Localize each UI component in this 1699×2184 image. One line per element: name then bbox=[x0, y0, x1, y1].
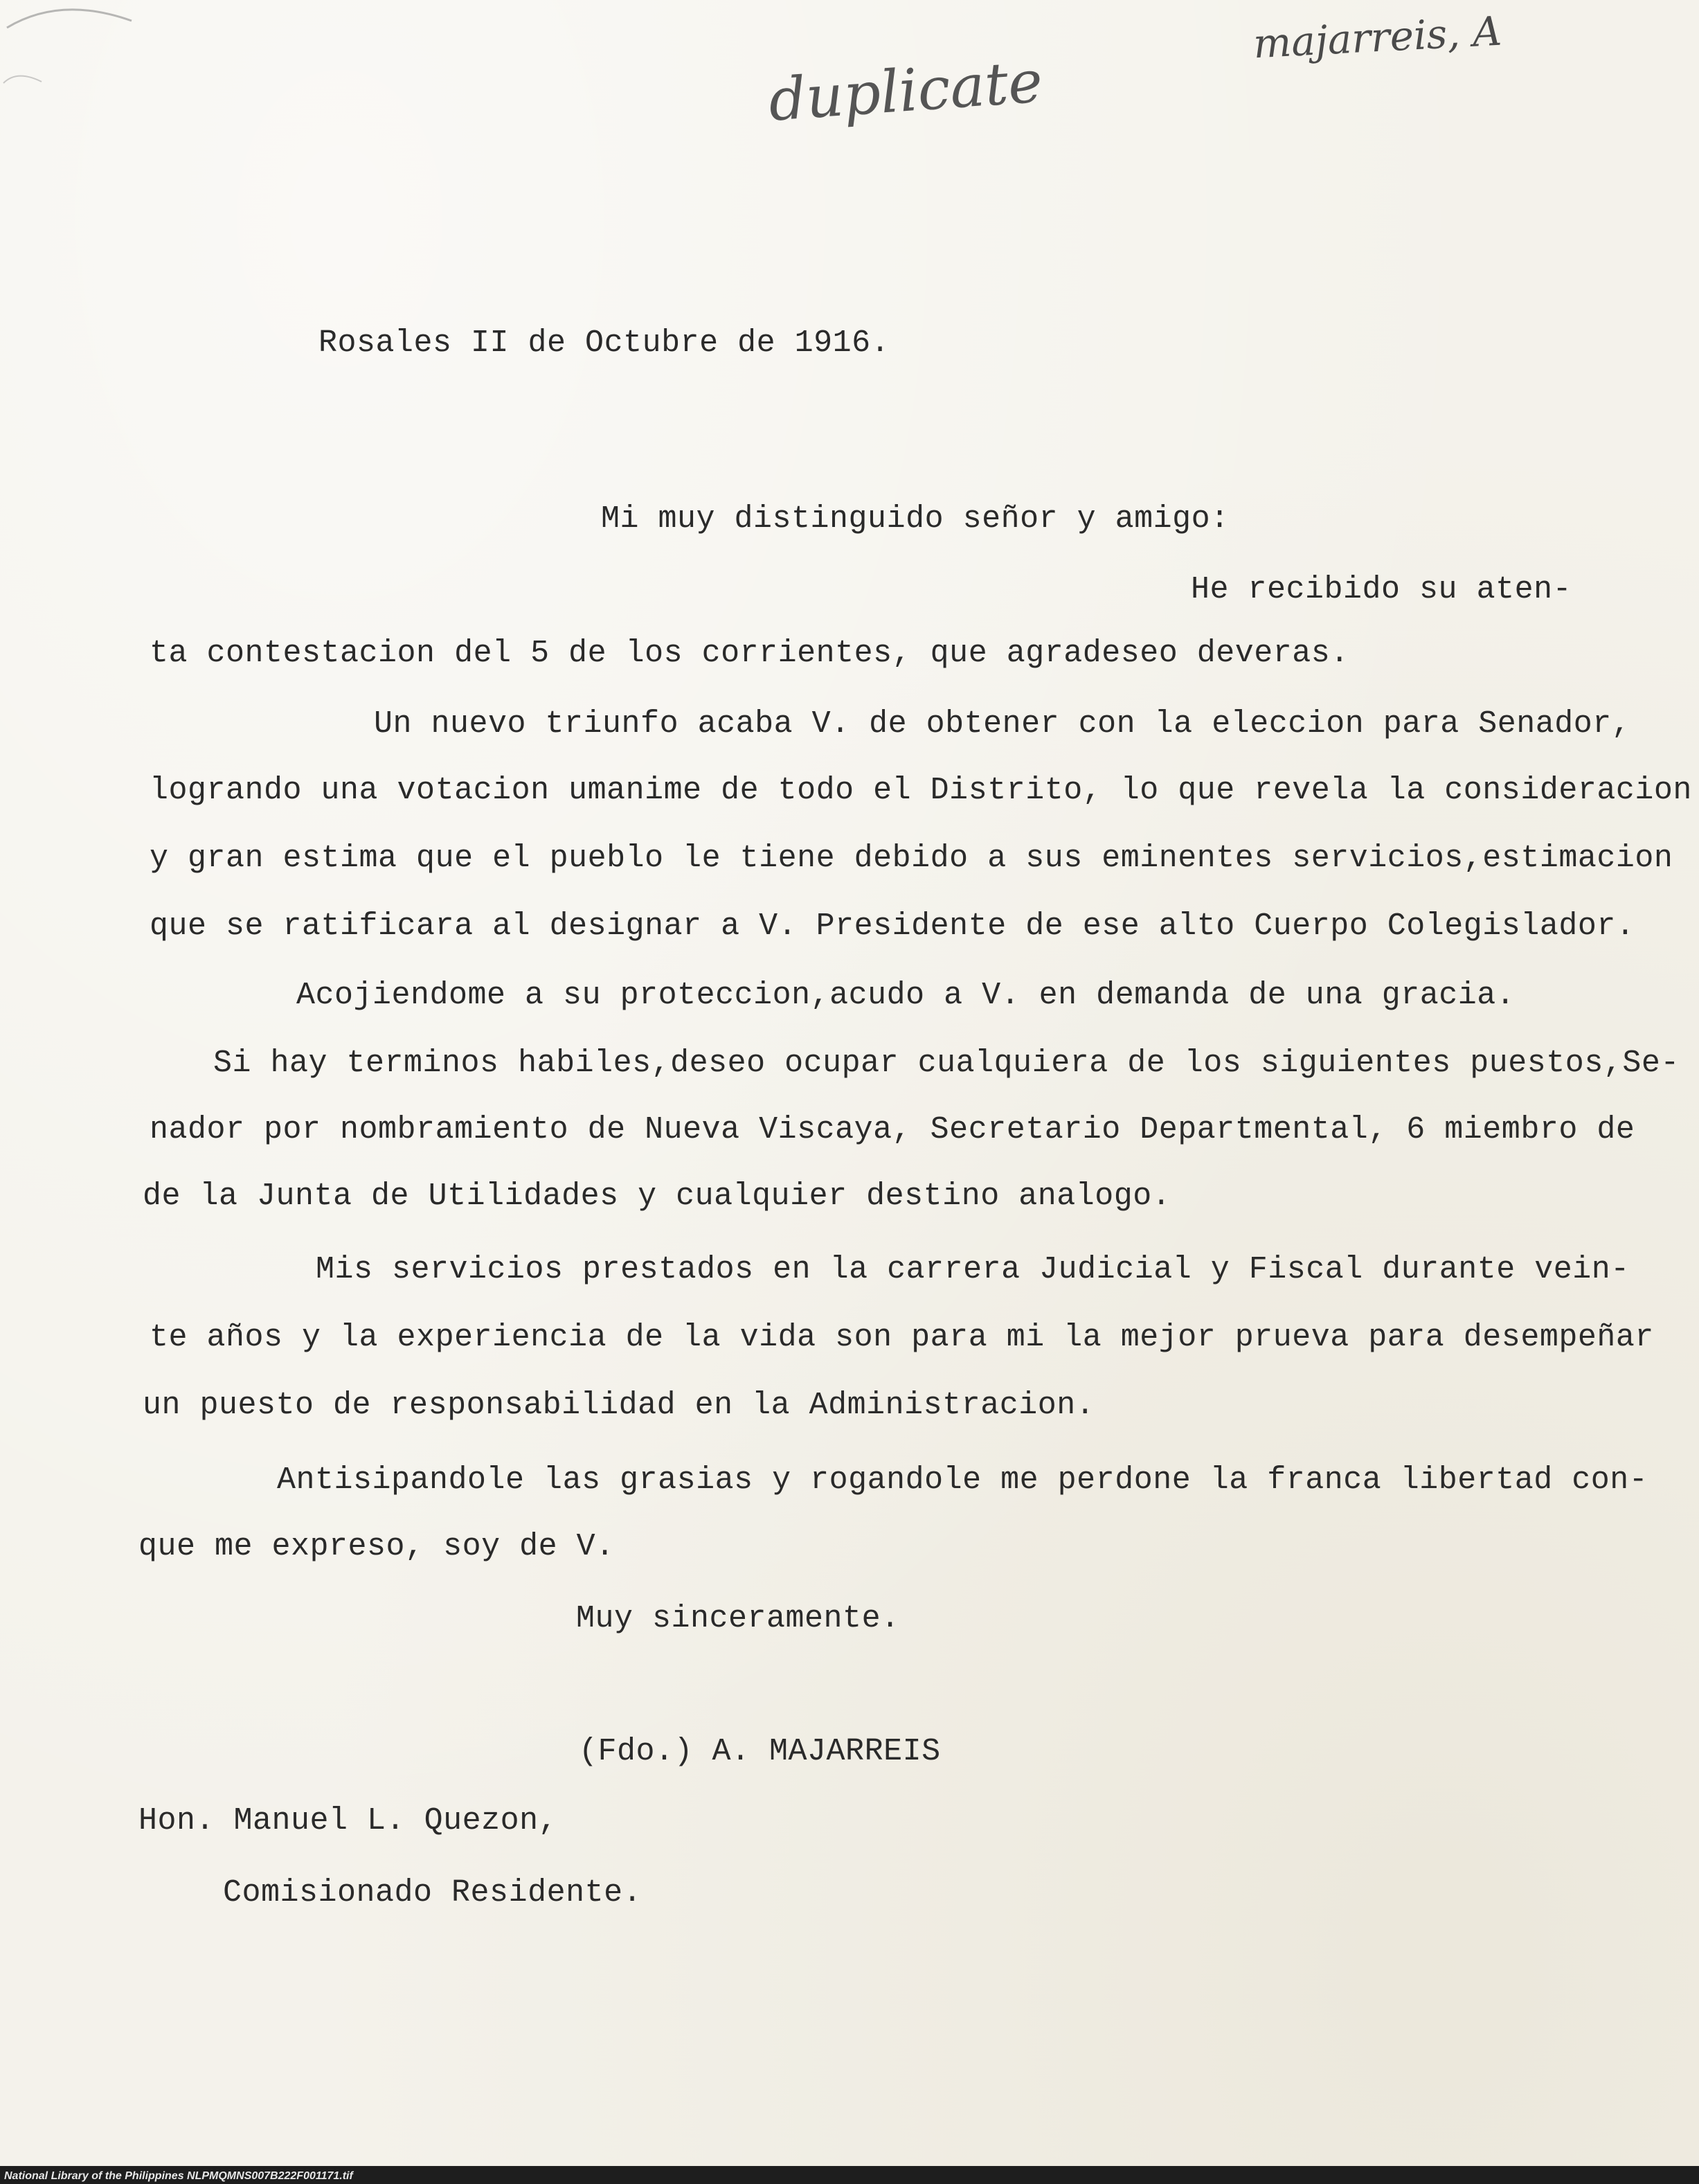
signature-line: (Fdo.) A. MAJARREIS bbox=[579, 1734, 941, 1769]
body-line-13: un puesto de responsabilidad en la Administracion. bbox=[143, 1388, 1095, 1423]
body-line-12: te años y la experiencia de la vida son para mi la mejor prueva para desempeñar bbox=[150, 1320, 1654, 1355]
body-line-11: Mis servicios prestados en la carrera Judicial y Fiscal durante vein- bbox=[316, 1252, 1630, 1287]
closing: Muy sinceramente. bbox=[576, 1601, 900, 1636]
archive-label: National Library of the Philippines NLPMQMNS007B222F001171.tif bbox=[4, 2170, 353, 2182]
archive-footer-strip bbox=[0, 2166, 1699, 2184]
body-line-1: He recibido su aten- bbox=[1191, 572, 1572, 607]
body-line-14: Antisipandole las grasias y rogandole me perdone la franca libertad con- bbox=[277, 1462, 1648, 1498]
handwritten-duplicate-note: duplicate bbox=[766, 47, 1045, 134]
paper-smudge-mark bbox=[0, 0, 208, 90]
date-line: Rosales II de Octubre de 1916. bbox=[318, 325, 890, 361]
addressee-name: Hon. Manuel L. Quezon, bbox=[138, 1803, 558, 1838]
body-line-4: logrando una votacion umanime de todo el Distrito, lo que revela la consideracion bbox=[150, 773, 1692, 808]
body-line-5: y gran estima que el pueblo le tiene debido a sus eminentes servicios,estimacion bbox=[150, 841, 1673, 876]
addressee-title: Comisionado Residente. bbox=[223, 1875, 642, 1910]
body-line-7: Acojiendome a su proteccion,acudo a V. en demanda de una gracia. bbox=[296, 978, 1516, 1013]
handwritten-name-note: majarreis, A bbox=[1252, 7, 1503, 68]
body-line-6: que se ratificara al designar a V. Presidente de ese alto Cuerpo Colegislador. bbox=[150, 908, 1635, 944]
body-line-10: de la Junta de Utilidades y cualquier destino analogo. bbox=[143, 1179, 1171, 1214]
body-line-15: que me expreso, soy de V. bbox=[138, 1529, 615, 1564]
body-line-9: nador por nombramiento de Nueva Viscaya, Secretario Departmental, 6 miembro de bbox=[150, 1112, 1635, 1147]
body-line-2: ta contestacion del 5 de los corrientes, que agradeseo deveras. bbox=[150, 636, 1349, 671]
body-line-3: Un nuevo triunfo acaba V. de obtener con la eleccion para Senador, bbox=[374, 706, 1631, 742]
salutation: Mi muy distinguido señor y amigo: bbox=[601, 501, 1230, 537]
body-line-8: Si hay terminos habiles,deseo ocupar cualquiera de los siguientes puestos,Se- bbox=[213, 1046, 1680, 1081]
